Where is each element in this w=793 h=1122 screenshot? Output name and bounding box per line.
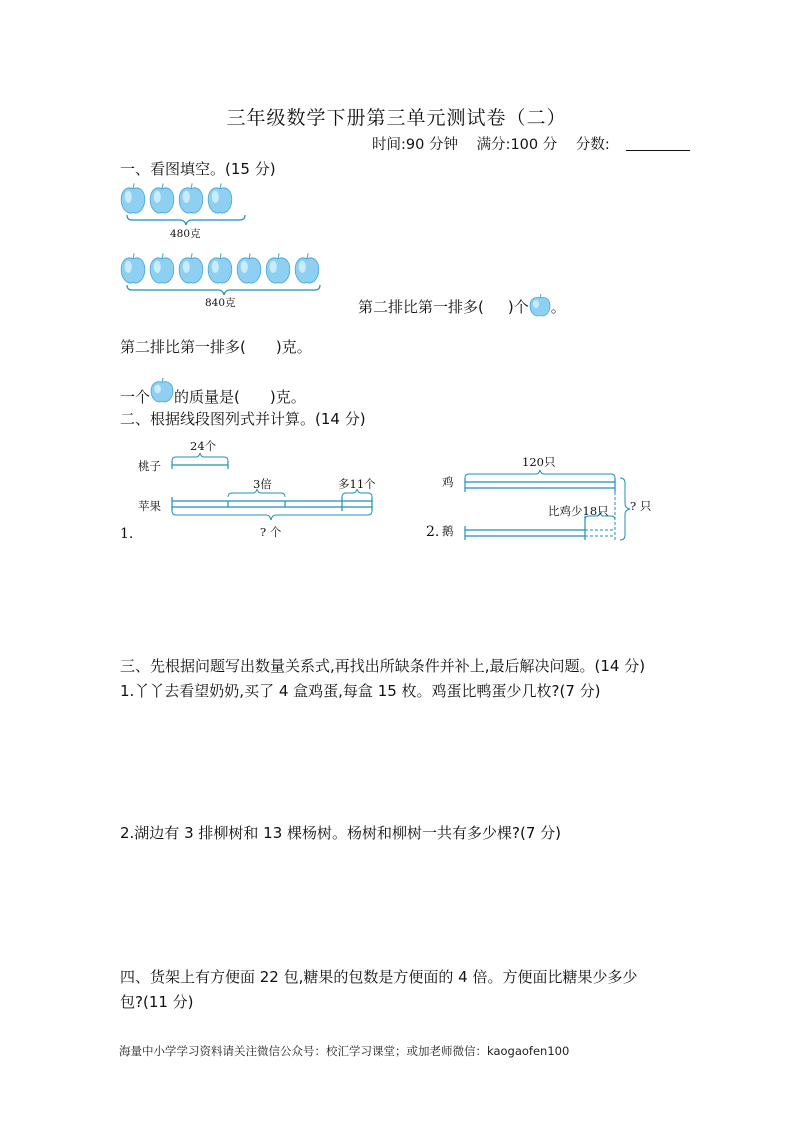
apple-icon xyxy=(208,183,232,213)
apple-icon xyxy=(150,376,174,404)
fig2-number: 2. xyxy=(426,524,440,540)
section4-heading-2: 包?(11 分) xyxy=(120,993,194,1011)
blank3-line xyxy=(120,376,306,407)
section3-q1: 1.丫丫去看望奶奶,买了 4 盒鸡蛋,每盒 15 枚。鸡蛋比鸭蛋少几枚?(7 分) xyxy=(120,682,601,700)
apple-icon xyxy=(179,253,203,283)
less-label: 比鸡少18只 xyxy=(548,504,609,518)
score-blank[interactable] xyxy=(626,136,690,151)
apple-icon xyxy=(266,253,290,283)
blank1-mid: )个 xyxy=(507,298,529,316)
row2-weight: 840克 xyxy=(205,297,236,309)
section4-heading-1: 四、货架上有方便面 22 包,糖果的包数是方便面的 4 倍。方便面比糖果少多少 xyxy=(120,968,638,986)
chicken-value: 120只 xyxy=(522,455,556,469)
blank3-pre: 一个 xyxy=(120,388,151,406)
apple-icon xyxy=(237,253,261,283)
more-label: 多11个 xyxy=(338,477,376,491)
apple-icon xyxy=(121,183,145,213)
section3-q2: 2.湖边有 3 排柳树和 13 棵杨树。杨树和柳树一共有多少棵?(7 分) xyxy=(120,824,561,842)
section1-heading: 一、看图填空。(15 分) xyxy=(120,160,276,178)
blank1-post: 。 xyxy=(550,298,566,316)
apple-icon xyxy=(150,253,174,283)
apple-icon xyxy=(150,183,174,213)
apple-icon xyxy=(529,293,551,317)
label-chicken: 鸡 xyxy=(442,475,454,489)
label-apple: 苹果 xyxy=(138,499,161,513)
label-peach: 桃子 xyxy=(138,459,161,473)
exam-full-score: 满分:100 分 xyxy=(476,137,558,153)
segment-diagram-2 xyxy=(460,460,650,540)
brace-row1 xyxy=(126,214,246,226)
question-label-1: ? 个 xyxy=(260,525,282,539)
question-label-2: ? 只 xyxy=(630,499,652,513)
apple-icon xyxy=(295,253,319,283)
row1-weight: 480克 xyxy=(170,228,201,240)
blank2-line: 第二排比第一排多( )克。 xyxy=(120,338,312,356)
section3-heading: 三、先根据问题写出数量关系式,再找出所缺条件并补上,最后解决问题。(14 分) xyxy=(120,657,646,675)
exam-time: 时间:90 分钟 xyxy=(372,137,458,153)
footer-note: 海量中小学学习资料请关注微信公众号：校汇学习课堂；或加老师微信：kaogaofen100 xyxy=(119,1044,570,1058)
exam-score-label: 分数: xyxy=(575,137,610,153)
times-label: 3倍 xyxy=(253,477,272,491)
apple-icon xyxy=(121,253,145,283)
exam-meta xyxy=(372,133,704,154)
apple-icon xyxy=(179,183,203,213)
apple-icon xyxy=(208,253,232,283)
blank1-line xyxy=(358,293,566,317)
blank1-pre: 第二排比第一排多( xyxy=(358,298,484,316)
fig1-number: 1. xyxy=(120,526,134,542)
label-goose: 鹅 xyxy=(442,524,454,538)
peach-value: 24个 xyxy=(190,439,217,453)
section2-heading: 二、根据线段图列式并计算。(14 分) xyxy=(120,410,366,428)
blank3-post: 的质量是( )克。 xyxy=(174,388,306,406)
page-title: 三年级数学下册第三单元测试卷（二） xyxy=(226,107,567,129)
